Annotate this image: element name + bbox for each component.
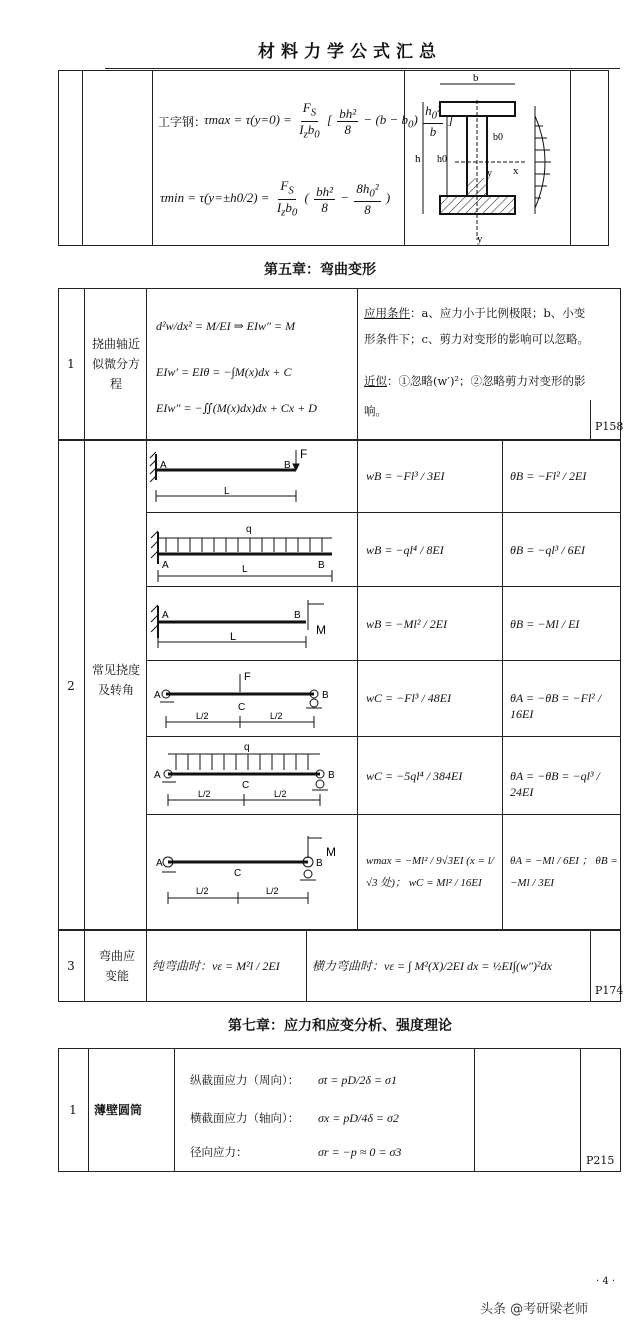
deflection-formula: wB = −Fl³ / 3EI: [366, 469, 445, 483]
rotation-formula: θB = −ql³ / 6EI: [510, 543, 586, 557]
row-name: 弯曲应变能: [98, 949, 135, 983]
svg-text:C: C: [242, 780, 250, 791]
beam-diagram-4: [146, 660, 357, 736]
svg-text:h: h: [415, 153, 421, 165]
svg-text:L: L: [230, 631, 237, 643]
deflection-formula: wmax = −Ml² / 9√3EI (x = l/√3 处)； wC = Ml² / 16EI: [366, 855, 494, 889]
svg-text:B: B: [284, 460, 291, 471]
page-ref: P174: [595, 984, 624, 997]
svg-text:M: M: [326, 845, 336, 859]
page-title: 材料力学公式汇总: [258, 42, 442, 62]
i-beam-label: 工字钢：: [158, 115, 207, 129]
deflection-formula: wC = −Fl³ / 48EI: [366, 691, 452, 705]
b-label: b: [473, 72, 479, 84]
svg-text:L/2: L/2: [196, 886, 209, 896]
diff-eq-2: EIw′ = EIθ = −∫M(x)dx + C: [156, 365, 292, 379]
diff-eq-3: EIw″ = −∬(M(x)dx)dx + Cx + D: [156, 401, 317, 415]
row-number: 1: [69, 1103, 77, 1117]
hoop-stress-label: 纵截面应力（周向）：: [190, 1073, 300, 1087]
watermark: 头条 @考研梁老师: [480, 1302, 589, 1317]
row-number: 3: [67, 959, 75, 973]
deflection-formula: wB = −ql⁴ / 8EI: [366, 543, 444, 557]
beam-diagram-2: [146, 512, 357, 586]
chapter7-title: 第七章：应力和应变分析、强度理论: [228, 1018, 452, 1034]
beam-diagram-5: [146, 736, 357, 814]
svg-text:x: x: [513, 165, 519, 177]
tau-max-formula: τmax = τ(y=0) = $\frac{F_S}{I_zb_0}$ [ $\frac{\text{bh²}}{8}$ − $(b - b_0)$ $\frac{h_0^2}{b}$ ]: [204, 100, 454, 141]
header-rule: [105, 68, 620, 69]
svg-text:L: L: [242, 564, 248, 575]
rotation-formula: θB = −Fl² / 2EI: [510, 469, 587, 483]
svg-text:B: B: [316, 858, 323, 869]
approx-text: 近似：①忽略(w′)²；②忽略剪力对变形的影响。: [364, 374, 586, 418]
rotation-formula: θA = −θB = −Fl² / 16EI: [510, 691, 602, 721]
svg-text:L/2: L/2: [196, 711, 209, 721]
svg-text:F: F: [244, 671, 251, 683]
svg-text:A: A: [162, 610, 169, 621]
page-number: · 4 ·: [596, 1276, 616, 1287]
svg-text:L: L: [224, 486, 230, 497]
pure-bending-energy: 纯弯曲时：νε = M²l / 2EI: [152, 959, 280, 973]
radial-stress-label: 径向应力：: [190, 1145, 248, 1159]
svg-text:h0: h0: [437, 154, 447, 165]
svg-text:B: B: [294, 610, 301, 621]
svg-text:A: A: [154, 770, 161, 781]
row-name: 常见挠度及转角: [91, 663, 140, 697]
svg-text:L/2: L/2: [266, 886, 279, 896]
svg-text:C: C: [238, 702, 246, 713]
svg-text:b0: b0: [493, 132, 503, 143]
svg-text:q: q: [246, 524, 252, 535]
deflection-formula: wB = −Ml² / 2EI: [366, 617, 448, 631]
rotation-formula: θA = −θB = −ql³ / 24EI: [510, 769, 600, 799]
radial-stress-eq: σr = −p ≈ 0 = σ3: [318, 1145, 402, 1159]
beam-diagram-3: [146, 586, 357, 660]
svg-text:q: q: [244, 742, 250, 753]
row-name: 挠曲轴近似微分方程: [91, 337, 140, 391]
page-ref: P215: [586, 1154, 615, 1167]
svg-text:F: F: [300, 447, 308, 461]
svg-text:A: A: [162, 560, 169, 571]
beam-diagram-6: [146, 814, 357, 930]
transverse-bending-energy: 横力弯曲时：νε = ∫ M²(X)/2EI dx = ½EI∫(w″)²dx: [312, 959, 552, 973]
svg-text:A: A: [154, 690, 161, 701]
chapter5-title: 第五章：弯曲变形: [264, 262, 376, 278]
svg-text:y: y: [487, 168, 492, 179]
svg-text:L/2: L/2: [198, 789, 211, 799]
conditions-text: 应用条件：a、应力小于比例极限；b、小变形条件下；c、剪力对变形的影响可以忽略。: [364, 306, 589, 346]
svg-text:B: B: [322, 690, 329, 701]
svg-text:C: C: [234, 868, 242, 879]
row-number: 2: [67, 679, 75, 693]
i-beam-diagram: [405, 70, 570, 246]
rotation-formula: θA = −Ml / 6EI ； θB = −Ml / 3EI: [510, 855, 618, 889]
page-ref: P158: [595, 420, 624, 433]
row-number: 1: [67, 357, 75, 371]
svg-text:y: y: [477, 233, 483, 245]
svg-text:B: B: [328, 770, 335, 781]
svg-text:B: B: [318, 560, 325, 571]
diff-eq-1: d²w/dx² = M/EI ⇒ EIw″ = M: [156, 319, 296, 333]
svg-text:L/2: L/2: [270, 711, 283, 721]
svg-text:A: A: [156, 858, 163, 869]
hoop-stress-eq: σt = pD/2δ = σ1: [318, 1073, 397, 1087]
axial-stress-label: 横截面应力（轴向）：: [190, 1111, 300, 1125]
beam-diagram-1: [146, 440, 357, 512]
axial-stress-eq: σx = pD/4δ = σ2: [318, 1111, 399, 1125]
deflection-formula: wC = −5ql⁴ / 384EI: [366, 769, 463, 783]
rotation-formula: θB = −Ml / EI: [510, 617, 580, 631]
svg-text:A: A: [160, 460, 167, 471]
row-name: 薄壁圆筒: [94, 1103, 143, 1117]
svg-text:L/2: L/2: [274, 789, 287, 799]
svg-text:M: M: [316, 623, 326, 637]
tau-min-formula: τmin = τ(y=±h0/2) = $\frac{F_S}{I_zb_0}$ ( $\frac{\text{bh²}}{8}$ − $\frac{8h_0^2}{8}$ ): [160, 178, 391, 219]
